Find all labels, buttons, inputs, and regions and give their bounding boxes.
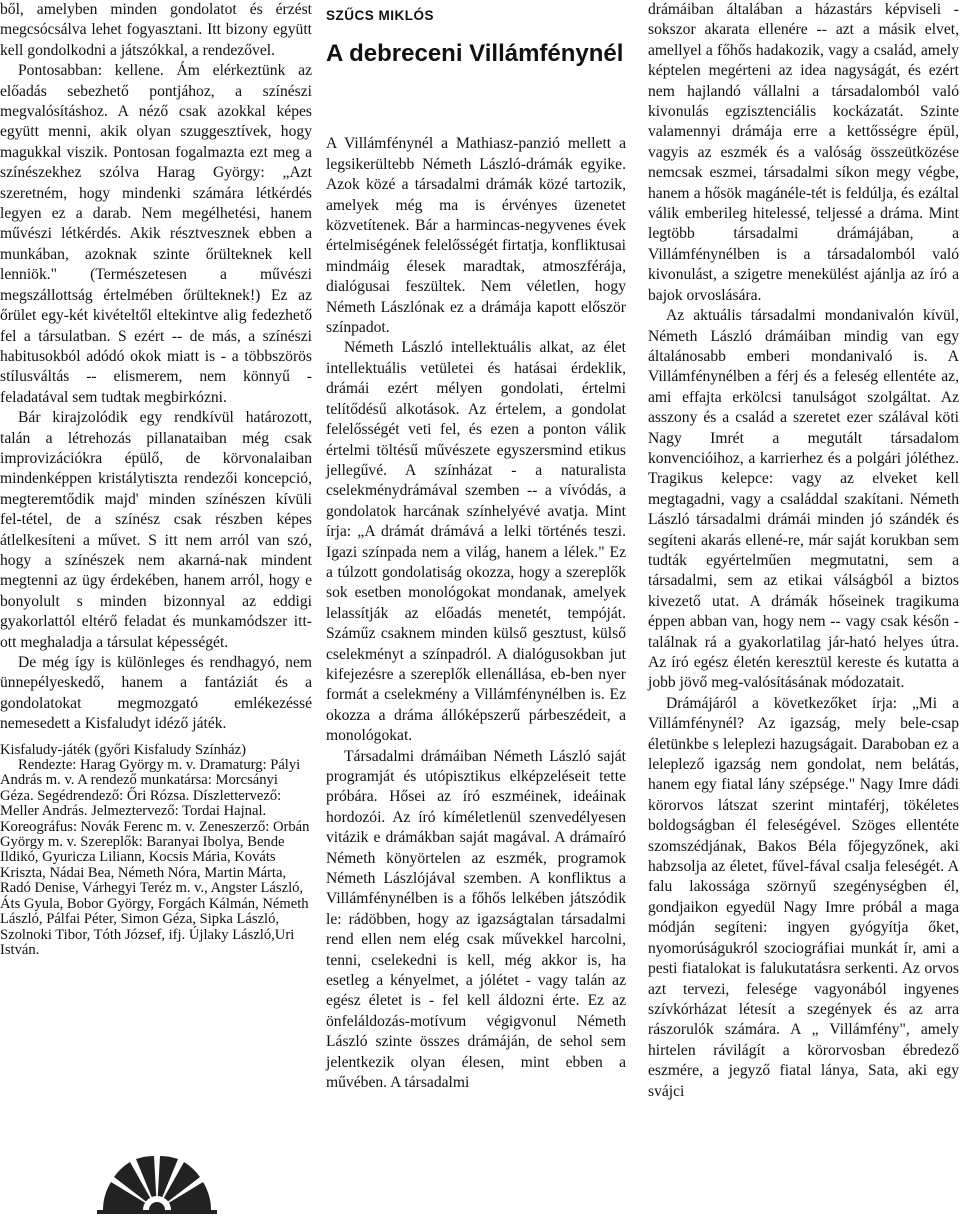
author-name: SZŰCS MIKLÓS — [326, 8, 435, 23]
paragraph: Bár kirajzolódik egy rendkívül határozott, talán a létrehozás pillanataiban még csak improvizációkra épülő, de körvonalaiban mindenképpen kristálytiszta rendezői koncepció, megteremtődik majd' minden színészen kívüli fel-tétel, de a színész csak részben képes átlelkesíteni a művet. S itt nem arról van szó, hogy a színészek nem akarná-nak mindent megtenni az ügy érdekében, hanem arról, hogy e bonyolult s minden bizonnyal az eddigi gyakorlattól eltérő feladat és munkamódszer itt-ott meghaladja a társulat képességét. — [0, 409, 312, 651]
credits-body: Rendezte: Harag György m. v. Dramaturg: Pályi András m. v. A rendező munkatársa: Morcsányi Géza. Segédrendező: Őri Rózsa. Díszlettervező: Meller András. Jelmeztervező: Tordai Hajnal. Koreográfus: Novák Ferenc m. v. Zeneszerző: Orbán György m. v. Szereplők: Baranyai Ibolya, Bende Ildikó, Gyuricza Liliann, Kocsis Mária, Kováts Kriszta, Nádai Bea, Németh Nóra, Martin Márta, Radó Denise, Várhegyi Teréz m. v., Angster László, Áts Gyula, Bobor György, Forgách Kálmán, Németh László, Pálfai Péter, Simon Géza, Sipka László, Szolnoki Tibor, Tóth József, ifj. Újlaky László,Uri István. — [0, 757, 310, 958]
article-title: A debreceni Villámfénynél — [326, 40, 624, 68]
column-right — [648, 0, 959, 1102]
paragraph: ből, amelyben minden gondolatot és érzést megcsócsálva lehet fogyasztani. Itt bizony együtt kell gondolkodni a játszókkal, a rendezővel. — [0, 1, 312, 59]
paragraph: Pontosabban: kellene. Ám elérkeztünk az előadás sebezhető pontjához, a színészi megvalósításhoz. A néző csak azokkal képes együtt menni, akik olyan szuggesztívek, hogy magukkal viszik. Pontosan fogalmazta ezt meg a színészekhez szólva Harag György: „Azt szeretném, hogy mindenki számára létkérdés legyen ez a darab. Nem megélhetési, hanem művészi létkérdés. Akik résztvesznek ebben a munkában, azoknak szinte őrülteknek kell lenniök." (Természetesen a művészi megszállottság értelmében őrülteknek!) Ez az őrület egy-két kivételtől eltekintve alig fedezhető fel a társulatban. S ezért -- de más, a színészi habitusokból adódó okok miatt is - a többszörös stílusváltás -- elismerem, nem könnyű - feladatával sem tudtak megbirkózni. — [0, 62, 312, 406]
paragraph: Társadalmi drámáiban Németh László saját programját és utópisztikus elképzeléseit tette próbára. Hősei az író eszméinek, ideáinak hordozói. Az író kíméletlenül szenvedélyesen vitázik e drámákban saját magával. A drámaíró Németh könyörtelen az eszmék, programok Németh Lászlójával szemben. A konfliktus a Villámfénynélben is a főhős lelkében játszódik le: rádöbben, hogy az igazságtalan társadalmi rend ellen nem elég csak művekkel harcolni, tenni, cselekedni is kell, még akkor is, ha esetleg a kényelmet, a jólétet - vagy talán az egész életet is - fel kell áldozni érte. Ez az önfeláldozás-motívum végigvonul Németh László szinte összes drámáján, de sehol sem jelentkezik olyan élesen, mint ebben a művében. A társadalmi — [326, 747, 626, 1092]
paragraph: Drámájáról a következőket írja: „Mi a Villámfénynél? Az igazság, mely bele-csap életünkbe s leleplezi hazugságait. Daraboban ez a leleplező igazság nem gondolat, nem belátás, hanem egy fiatal lány szépsége." Nagy Imre dádi körorvos látszat szerint mintaférj, tökéletes boldogságban él feleségével. Szöges ellentéte szomszédjának, Bakos Béla főjegyzőnek, aki habzsolja az életet, fűvel-fával csalja feleségét. A falu lakossága szörnyű szegénységben él, gondjaikon egyedül Nagy Imre próbál a maga módján segíteni: ingyen gyógyítja őket, nyomorúságukról szociográfiai munkát ír, ami a pesti fiatalokat is falukutatásra serkenti. Az orvos azt tervezi, felesége vagyonából ingyenes szívkórházat létesít a szegények és az arra rászorulók számára. A „ Villámfény", amely hirtelen rávilágít a körorvosban ébredező eszmére, a jegyző fiatal lánya, Sata, aki egy svájci — [648, 694, 959, 1100]
production-credits — [0, 743, 312, 959]
credits-heading: Kisfaludy-játék (győri Kisfaludy Színház) — [0, 741, 246, 758]
paragraph: drámáiban általában a házastárs képviseli - sokszor akarata ellenére -- azt a másik elvet, amellyel a főhős hadakozik, vagy a család, amely képtelen megérteni az idea nagyságát, és ezért nem hajlandó vállalni a társadalomból való kivonulás egzisztenciális kockázatát. Szinte valamennyi drámája erre a kettősségre épül, vagyis az eszmék és a valóság összeütközése nemcsak eszmei, társadalmi síkon megy végbe, hanem a hősök magánéle-tét is feldúlja, és ezáltal válik emberileg hitelessé, teljessé a dráma. Mint legtöbb társadalmi drámájában, a Villámfénynélben is a társadalomból való kivonulást, a szigetre menekülést ajánlja az író a bajok orvoslására. — [648, 1, 959, 304]
column-left — [0, 0, 312, 958]
ornament-fan-icon — [97, 1150, 217, 1214]
paragraph: A Villámfénynél a Mathiasz-panzió mellett a legsikerültebb Németh László-drámák egyike. Azok közé a társadalmi drámák közé tartozik, amelyek még ma is érvényes üzenetet közvetítenek. Bár a harmincas-negyvenes évek értelmiségének felelősségét firtatja, konfliktusai mindmáig élesek maradtak, atmoszférája, dialógusai feszültek. Nem véletlen, hogy Németh Lászlónak ez a drámája kapott először színpadot. — [326, 135, 626, 337]
column-middle — [326, 0, 626, 1094]
paragraph: De még így is különleges és rendhagyó, nem ünnepélyeskedő, hanem a fantáziát és a gondolatokat megmozgató emlékezéssé nemesedett a Kisfaludyt idéző játék. — [0, 654, 312, 733]
paragraph: Németh László intellektuális alkat, az élet intellektuális vetületei és hatásai érdeklik, drámái ezért mélyen gondolati, értelmi telítődésű alkotások. Az értelem, a gondolat felelősségét veti fel, és ezen a ponton válik értelmi töltésű művészete egyszersmind etikus jellegűvé. A színházat - a naturalista cselekménydrámával szemben -- a vívódás, a gondolatok harcának színhelyévé avatja. Mint írja: „A drámát drámává a lelki történés teszi. Igazi színpada nem a világ, hanem a lélek." Ez a túlzott gondolatiság okozza, hogy a szereplők sok esetben monológokat mondanak, amelyek lelassítják az előadás menetét, tempóját. Száműz csaknem minden külső gesztust, külső cselekményt a színpadról. A dialógusokban jut kifejezésre a szereplők ellenállása, eb-ben nyer formát a cselekmény a Villámfénynélben is. Ez okozza a dráma állóképszerű párbeszédeit, a monológokat. — [326, 339, 626, 745]
paragraph: Az aktuális társadalmi mondanivalón kívül, Németh László drámáiban mindig van egy általánosabb emberi mondanivaló is. A Villámfénynélben a férj és a feleség ellentéte az, ami effajta erkölcsi tanulságot szolgáltat. Az asszony és a család a szeretet ezer szálával köti Nagy Imrét a megutált társadalom konvencióihoz, a karrierhez és a polgári jóléthez. Tragikus kelepce: vagy az elveket kell megtagadni, vagy a családdal szakítani. Németh László társadalmi drámái minden jó szándék és segíteni akarás ellené-re, már saját korukban sem tudták egyértelműen megmutatni, sem a társadalmi, sem az etikai válságból a biztos kivezető utat. A drámák hőseinek tragikuma éppen abban van, hogy nem -- vagy csak későn - találnak rá a gyakorlatilag jár-ható helyes útra. Az író egész életén keresztül kereste és kutatta a jobb jövő meg-valósításának módozatait. — [648, 307, 959, 692]
